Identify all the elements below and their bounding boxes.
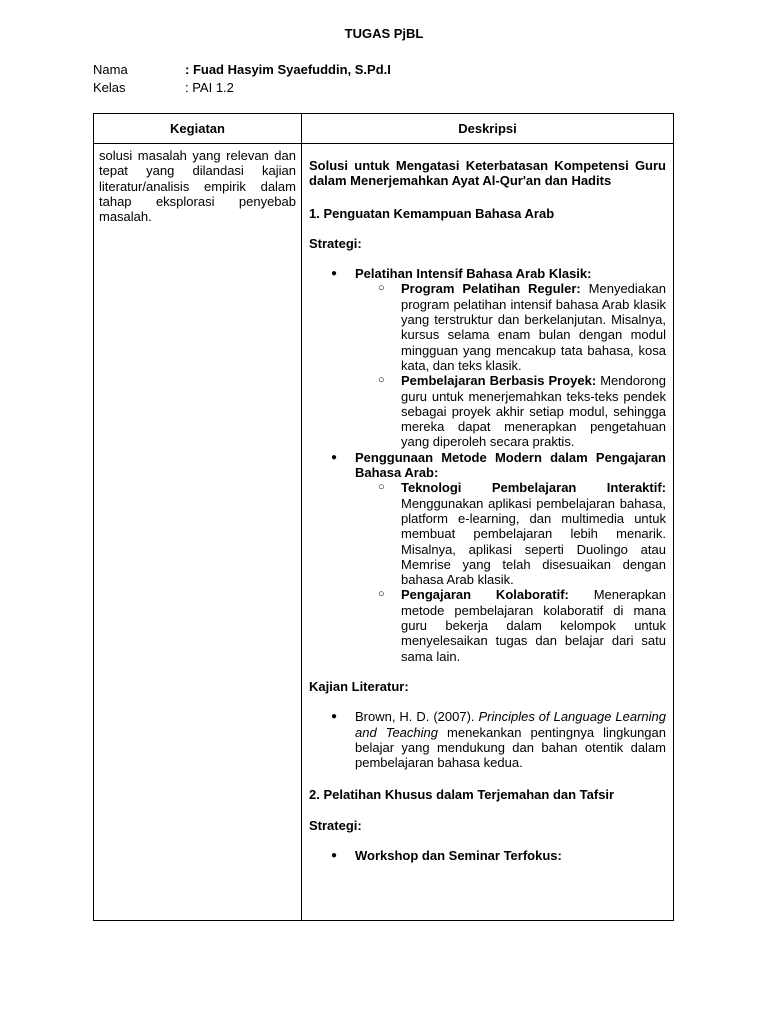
section-2-strategi-label: Strategi:: [309, 817, 362, 833]
sub-list-item: [355, 373, 666, 449]
strategy-head: ● Workshop dan Seminar Terfokus:: [355, 847, 562, 863]
section-2-strategy-list: [309, 848, 666, 863]
kajian-literatur-label: Kajian Literatur:: [309, 678, 409, 694]
kegiatan-cell: [94, 144, 302, 921]
kajian-list: [309, 709, 666, 770]
section-1-title: 1. Penguatan Kemampuan Bahasa Arab: [309, 205, 555, 221]
deskripsi-cell: [302, 144, 674, 921]
kegiatan-text: solusi masalah yang relevan dan tepat yang dilandasi kajian literatur/analisis empirik dalam tahap eksplorasi penyebab masalah.: [99, 148, 296, 225]
sub-item-title: Pembelajaran Berbasis Proyek:: [401, 373, 597, 389]
strategy-head: ● Penggunaan Metode Modern dalam Pengajaran Bahasa Arab:: [355, 449, 666, 481]
sub-item-text: Mendorong guru untuk menerjemahkan teks-teks pendek sebagai proyek akhir setiap modul, sehingga mereka dapat menerapkan pengetahuan yang diperoleh secara praktis.: [401, 373, 666, 450]
nama-value: : Fuad Hasyim Syaefuddin, S.Pd.I: [185, 62, 391, 77]
section-1-strategy-list: [309, 266, 666, 664]
kelas-value: : PAI 1.2: [185, 80, 234, 95]
meta-nama: [93, 62, 391, 77]
section-2-title: 2. Pelatihan Khusus dalam Terjemahan dan Tafsir: [309, 787, 615, 803]
sub-item-title: Teknologi Pembelajaran Interaktif:: [401, 480, 666, 496]
kajian-post: menekankan pentingnya lingkungan belajar yang mendukung dan bahan otentik dalam pembelajaran bahasa kedua.: [355, 724, 666, 771]
list-item: [309, 450, 666, 664]
sub-item-text: Menyediakan program pelatihan intensif bahasa Arab klasik yang terstruktur dan berkelanjutan. Misalnya, kursus selama enam bulan dengan modul mingguan yang mencakup tata bahasa, kosa kata, dan teks klasik.: [401, 281, 666, 373]
list-item: [309, 266, 666, 450]
sub-list-item: [355, 587, 666, 663]
sub-item-title: Pengajaran Kolaboratif:: [401, 587, 569, 603]
nama-label: Nama: [93, 62, 128, 77]
sub-item-text: Menerapkan metode pembelajaran kolaboratif di mana guru bekerja dalam kelompok untuk menyelesaikan tugas dan belajar dari satu sama lain.: [401, 587, 666, 664]
section-1-strategi-label: Strategi:: [309, 235, 362, 251]
sub-list-item: [355, 281, 666, 373]
list-item: [309, 848, 666, 863]
kajian-book-title: Principles of Language Learning and Teaching: [355, 709, 666, 740]
sub-list: [355, 480, 666, 664]
kajian-pre: Brown, H. D. (2007).: [355, 709, 479, 725]
deskripsi-heading: Solusi untuk Mengatasi Keterbatasan Kompetensi Guru dalam Menerjemahkan Ayat Al-Qur'an dan Hadits: [309, 158, 666, 189]
sub-list-item: [355, 480, 666, 587]
meta-kelas: [93, 80, 234, 95]
list-item: [309, 709, 666, 770]
strategy-head: ● Pelatihan Intensif Bahasa Arab Klasik:: [355, 266, 592, 282]
sub-item-title: Program Pelatihan Reguler:: [401, 281, 581, 297]
document-title: TUGAS PjBL: [344, 26, 424, 41]
header-kegiatan: Kegiatan: [94, 114, 302, 144]
task-table: [93, 113, 674, 921]
sub-list: [355, 281, 666, 449]
sub-item-text: Menggunakan aplikasi pembelajaran bahasa, platform e-learning, dan multimedia untuk membuat pembelajaran lebih menarik. Misalnya, aplikasi seperti Duolingo atau Memrise yang telah disesuaikan dengan bahasa Arab klasik.: [401, 495, 666, 588]
kelas-label: Kelas: [93, 80, 126, 95]
header-deskripsi: Deskripsi: [302, 114, 674, 144]
